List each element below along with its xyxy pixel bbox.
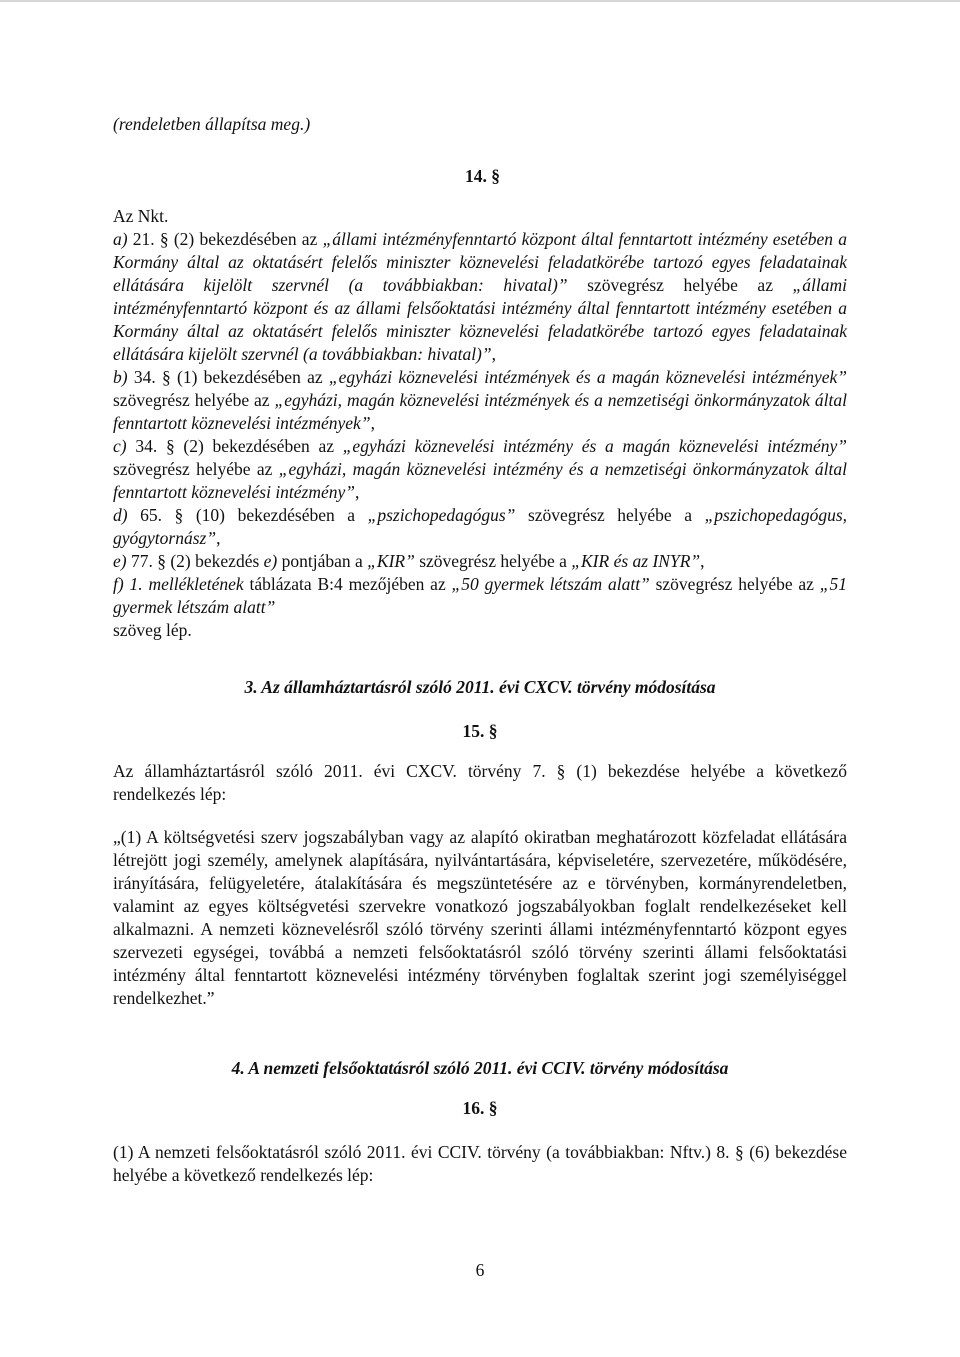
scan-top-edge xyxy=(0,0,960,2)
item-b xyxy=(113,366,847,435)
chapter-3-title: 3. Az államháztartásról szóló 2011. évi CXCV. törvény módosítása xyxy=(244,677,716,697)
item-b-end: , xyxy=(370,413,375,433)
item-e-label: e) xyxy=(113,551,127,571)
item-e-point: e) xyxy=(263,551,278,571)
chapter-4-title: 4. A nemzeti felsőoktatásról szóló 2011. évi CCIV. törvény módosítása xyxy=(231,1058,729,1078)
item-b-old-text: „egyházi köznevelési intézmények és a magán köznevelési intézmények” xyxy=(328,367,847,387)
section-15-heading: 15. § xyxy=(462,721,498,741)
item-f-ref: 1. melléklet xyxy=(123,574,212,594)
item-b-mid: szövegrész helyébe az xyxy=(113,390,275,410)
item-c-mid: szövegrész helyébe az xyxy=(113,459,279,479)
item-f-old-text: „50 gyermek létszám alatt” xyxy=(451,574,650,594)
item-c-end: , xyxy=(355,482,360,502)
item-d-end: , xyxy=(216,528,221,548)
item-e xyxy=(113,550,847,573)
item-b-label: b) xyxy=(113,367,128,387)
section-15-lead: Az államháztartásról szóló 2011. évi CXCV. törvény 7. § (1) bekezdése helyébe a következő rendelkezés lép: xyxy=(113,761,847,804)
intro-line xyxy=(113,113,847,136)
section-15-quote: „(1) A költségvetési szerv jogszabályban vagy az alapító okiratban meghatározott közfeladat ellátására létrejött jogi személy, amelynek alapítására, nyilvántartására, képviseletére, szervezetére, működésére, irányítására, felügyeletére, átalakítására és megszüntetésére az e törvényben, kormányrendeletben, valamint az egyes költségvetési szervekre vonatkozó jogszabályokban foglalt rendelkezéseket kell alkalmazni. A nemzeti köznevelésről szóló törvény szerinti állami intézményfenntartó központ egyes szervezeti egységei, továbbá a nemzeti felsőoktatásról szóló törvény szerinti állami felsőoktatási intézmény által fenntartott köznevelési intézmény törvényben foglaltak szerint jogi személyiséggel rendelkezhet.” xyxy=(113,827,847,1008)
section-14-closing: szöveg lép. xyxy=(113,620,192,640)
item-e-old-text: „KIR” xyxy=(367,551,415,571)
page-number: 6 xyxy=(475,1260,485,1280)
section-14-body xyxy=(113,205,847,642)
item-c xyxy=(113,435,847,504)
item-f-new-text: „51 gyermek létszám alatt” xyxy=(113,574,847,617)
item-a xyxy=(113,228,847,366)
item-d-mid: szövegrész helyébe a xyxy=(515,505,705,525)
item-e-new-text: „KIR és az INYR” xyxy=(571,551,701,571)
item-a-ref: 21. § (2) bekezdésében az xyxy=(127,229,323,249)
item-f-mid: szövegrész helyébe az xyxy=(649,574,820,594)
item-a-new-text: „állami intézményfenntartó központ és az állami felsőoktatási intézmény által fenntartott intézmény esetében a Kormány által az oktatásért felelős miniszter köznevelési feladatkörébe tartozó egyes feladatainak ellátására kijelölt szervnél (a továbbiakban: hivatal)” xyxy=(113,275,847,364)
item-d-old-text: „pszichopedagógus” xyxy=(367,505,516,525)
item-a-mid: szövegrész helyébe az xyxy=(567,275,793,295)
section-16-heading: 16. § xyxy=(462,1098,498,1118)
item-c-label: c) xyxy=(113,436,127,456)
item-d-new-text: „pszichopedagógus, gyógytornász” xyxy=(113,505,847,548)
section-16-text: (1) A nemzeti felsőoktatásról szóló 2011. évi CCIV. törvény (a továbbiakban: Nftv.) 8. § (6) bekezdése helyébe a következő rendelkezés lép: xyxy=(113,1142,847,1185)
item-b-ref: 34. § (1) bekezdésében az xyxy=(127,367,329,387)
item-a-old-text: „állami intézményfenntartó központ által fenntartott intézmény esetében a Kormány által az oktatásért felelős miniszter köznevelési feladatkörébe tartozó egyes feladatainak ellátására kijelölt szervnél (a továbbiakban: hivatal)” xyxy=(113,229,847,295)
item-b-new-text: „egyházi, magán köznevelési intézmények és a nemzetiségi önkormányzatok által fenntartott köznevelési intézmények” xyxy=(113,390,847,433)
item-d-ref: 65. § (10) bekezdésében a xyxy=(127,505,368,525)
item-c-ref: 34. § (2) bekezdésében az xyxy=(126,436,343,456)
item-c-new-text: „egyházi, magán köznevelési intézmény és a nemzetiségi önkormányzatok által fenntartott köznevelési intézmény” xyxy=(113,459,848,502)
intro-text: (rendeletben állapítsa meg.) xyxy=(113,114,311,134)
section-14-heading: 14. § xyxy=(465,166,500,186)
item-f-label: f) xyxy=(113,574,124,594)
item-e-mid: szövegrész helyébe a xyxy=(414,551,572,571)
item-d-label: d) xyxy=(113,505,128,525)
item-c-old-text: „egyházi köznevelési intézmény és a magán köznevelési intézmény” xyxy=(342,436,847,456)
item-d xyxy=(113,504,847,550)
item-e-ref2: pontjában a xyxy=(277,551,368,571)
item-a-end: , xyxy=(491,344,496,364)
item-e-end: , xyxy=(700,551,705,571)
item-f-text: táblázata B:4 mezőjében az xyxy=(243,574,452,594)
item-f-ref-suffix: ének xyxy=(211,574,244,594)
section-14-lead: Az Nkt. xyxy=(113,206,169,226)
item-e-ref: 77. § (2) bekezdés xyxy=(126,551,264,571)
item-f xyxy=(113,573,847,619)
item-a-label: a) xyxy=(113,229,128,249)
